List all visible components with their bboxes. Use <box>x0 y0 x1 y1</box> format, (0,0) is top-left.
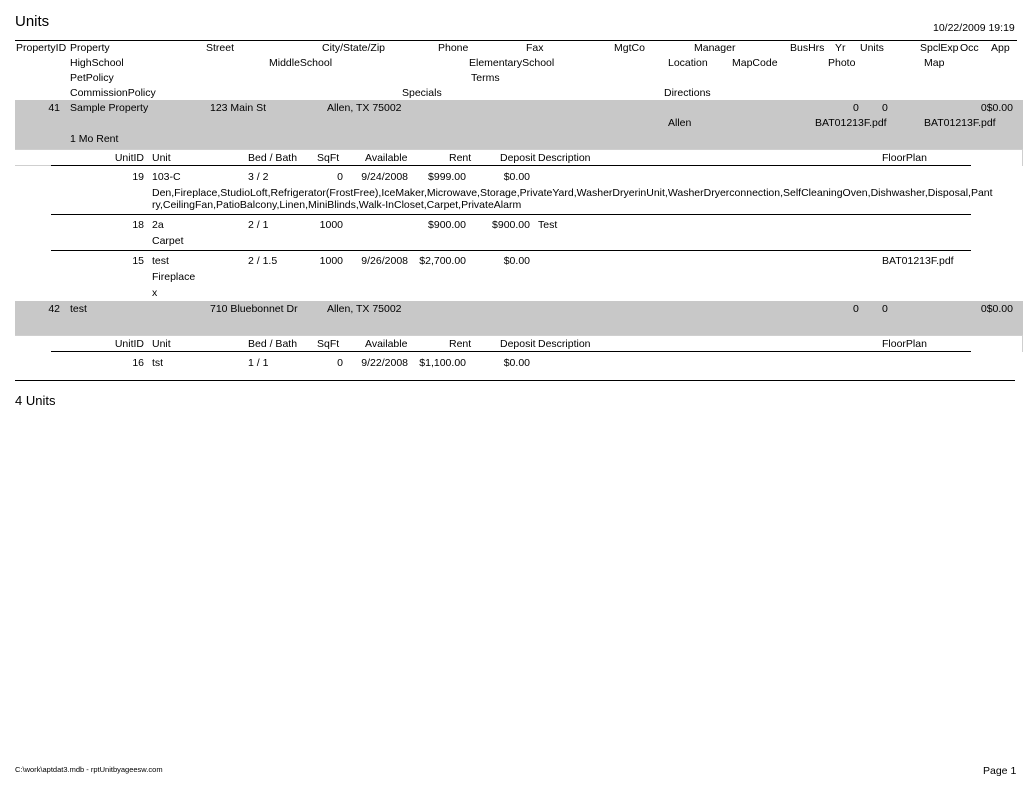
title-rule <box>15 40 1017 41</box>
col-photo: Photo <box>828 57 856 69</box>
unit-bed-bath: 2 / 1 <box>248 219 269 231</box>
col-pet-policy: PetPolicy <box>70 72 114 84</box>
unit-bed-bath: 2 / 1.5 <box>248 255 278 267</box>
property-map: BAT01213F.pdf <box>924 117 996 129</box>
unit-deposit: $900.00 <box>492 219 530 231</box>
col-street: Street <box>206 42 235 54</box>
unit-col-unit: Unit <box>152 338 171 350</box>
report-end-rule <box>15 380 1015 381</box>
unit-col-floorplan: FloorPlan <box>882 338 927 350</box>
col-directions: Directions <box>664 87 711 99</box>
unit-sqft: 0 <box>337 171 343 183</box>
unit-col-bed-bath: Bed / Bath <box>248 338 298 350</box>
unit-available: 9/26/2008 <box>361 255 408 267</box>
unit-rent: $900.00 <box>428 219 466 231</box>
property-location: Allen <box>668 117 692 129</box>
property-city: Allen, TX 75002 <box>327 303 402 315</box>
col-property: Property <box>70 42 110 54</box>
property-street: 710 Bluebonnet Dr <box>210 303 298 315</box>
col-mgtco: MgtCo <box>614 42 645 54</box>
property-commission: 1 Mo Rent <box>70 133 119 145</box>
unit-amenities-cont: x <box>152 287 158 299</box>
unit-sqft: 1000 <box>319 255 343 267</box>
col-city-state-zip: City/State/Zip <box>322 42 386 54</box>
unit-floorplan: BAT01213F.pdf <box>882 255 954 267</box>
unit-sqft: 0 <box>337 357 343 369</box>
unit-col-bed-bath: Bed / Bath <box>248 152 298 164</box>
unit-header-rule <box>51 165 971 166</box>
report-timestamp: 10/22/2009 19:19 <box>933 22 1015 34</box>
unit-rent: $999.00 <box>428 171 466 183</box>
unit-col-rent: Rent <box>449 338 472 350</box>
property-name: Sample Property <box>70 102 149 114</box>
property-occ-app: 0$0.00 <box>980 303 1013 315</box>
unit-name: 2a <box>152 219 164 231</box>
unit-col-rent: Rent <box>449 152 472 164</box>
unit-col-floorplan: FloorPlan <box>882 152 927 164</box>
property-street: 123 Main St <box>210 102 267 114</box>
property-yr: 0 <box>853 303 859 315</box>
unit-col-unit: Unit <box>152 152 171 164</box>
unit-available: 9/22/2008 <box>361 357 408 369</box>
unit-amenities: Fireplace <box>152 271 196 283</box>
unit-id: 15 <box>132 255 144 267</box>
unit-available: 9/24/2008 <box>361 171 408 183</box>
page-number: Page 1 <box>983 765 1017 777</box>
unit-deposit: $0.00 <box>503 255 530 267</box>
unit-amenities: Den,Fireplace,StudioLoft,Refrigerator(FrostFree),IceMaker,Microwave,Storage,PrivateYard,WasherDryerinUnit,WasherDryerconnection,SelfCleaningOven,Dishwasher,Disposal,Pant <box>152 187 993 199</box>
col-units: Units <box>860 42 884 54</box>
col-property-id: PropertyID <box>16 42 67 54</box>
unit-rent: $2,700.00 <box>419 255 466 267</box>
unit-header-rule <box>51 351 971 352</box>
col-phone: Phone <box>438 42 469 54</box>
unit-description: Test <box>538 219 558 231</box>
unit-amenities: Carpet <box>152 235 184 247</box>
unit-name: tst <box>152 357 164 369</box>
unit-bed-bath: 3 / 2 <box>248 171 269 183</box>
col-map: Map <box>924 57 945 69</box>
unit-rent: $1,100.00 <box>419 357 466 369</box>
property-occ-app: 0$0.00 <box>980 102 1013 114</box>
col-elementary-school: ElementarySchool <box>469 57 555 69</box>
units-total: 4 Units <box>15 393 56 408</box>
footer-path: C:\work\aptdat3.mdb - rptUnitbyageesw.com <box>15 765 163 774</box>
unit-col-id: UnitID <box>114 338 144 350</box>
property-id: 41 <box>48 102 60 114</box>
unit-col-available: Available <box>365 152 408 164</box>
col-location: Location <box>668 57 708 69</box>
col-middle-school: MiddleSchool <box>269 57 333 69</box>
unit-col-sqft: SqFt <box>317 152 340 164</box>
property-photo: BAT01213F.pdf <box>815 117 887 129</box>
report-title: Units <box>15 13 50 30</box>
col-manager: Manager <box>694 42 736 54</box>
col-high-school: HighSchool <box>70 57 124 69</box>
col-occ: Occ <box>960 42 979 54</box>
unit-id: 19 <box>132 171 144 183</box>
property-name: test <box>70 303 87 315</box>
unit-bed-bath: 1 / 1 <box>248 357 269 369</box>
row-divider <box>51 214 971 215</box>
unit-name: test <box>152 255 169 267</box>
unit-col-description: Description <box>538 338 591 350</box>
col-spclexp: SpclExp <box>920 42 959 54</box>
property-city: Allen, TX 75002 <box>327 102 402 114</box>
property-units: 0 <box>882 102 888 114</box>
unit-amenities-cont: ry,CeilingFan,PatioBalcony,Linen,MiniBlinds,Walk-InCloset,Carpet,PrivateAlarm <box>152 199 522 211</box>
col-app: App <box>991 42 1010 54</box>
col-map-code: MapCode <box>732 57 778 69</box>
col-commission-policy: CommissionPolicy <box>70 87 156 99</box>
unit-col-deposit: Deposit <box>500 152 536 164</box>
property-units: 0 <box>882 303 888 315</box>
row-divider <box>51 250 971 251</box>
property-yr: 0 <box>853 102 859 114</box>
property-band <box>15 301 1023 335</box>
unit-col-available: Available <box>365 338 408 350</box>
unit-col-description: Description <box>538 152 591 164</box>
unit-deposit: $0.00 <box>503 171 530 183</box>
unit-sqft: 1000 <box>319 219 343 231</box>
property-id: 42 <box>48 303 60 315</box>
col-fax: Fax <box>526 42 544 54</box>
unit-col-deposit: Deposit <box>500 338 536 350</box>
unit-deposit: $0.00 <box>503 357 530 369</box>
unit-id: 16 <box>132 357 144 369</box>
unit-col-sqft: SqFt <box>317 338 340 350</box>
unit-id: 18 <box>132 219 144 231</box>
col-specials: Specials <box>402 87 442 99</box>
col-terms: Terms <box>471 72 500 84</box>
col-yr: Yr <box>835 42 846 54</box>
unit-name: 103-C <box>152 171 181 183</box>
unit-col-id: UnitID <box>114 152 144 164</box>
col-bushrs: BusHrs <box>790 42 825 54</box>
